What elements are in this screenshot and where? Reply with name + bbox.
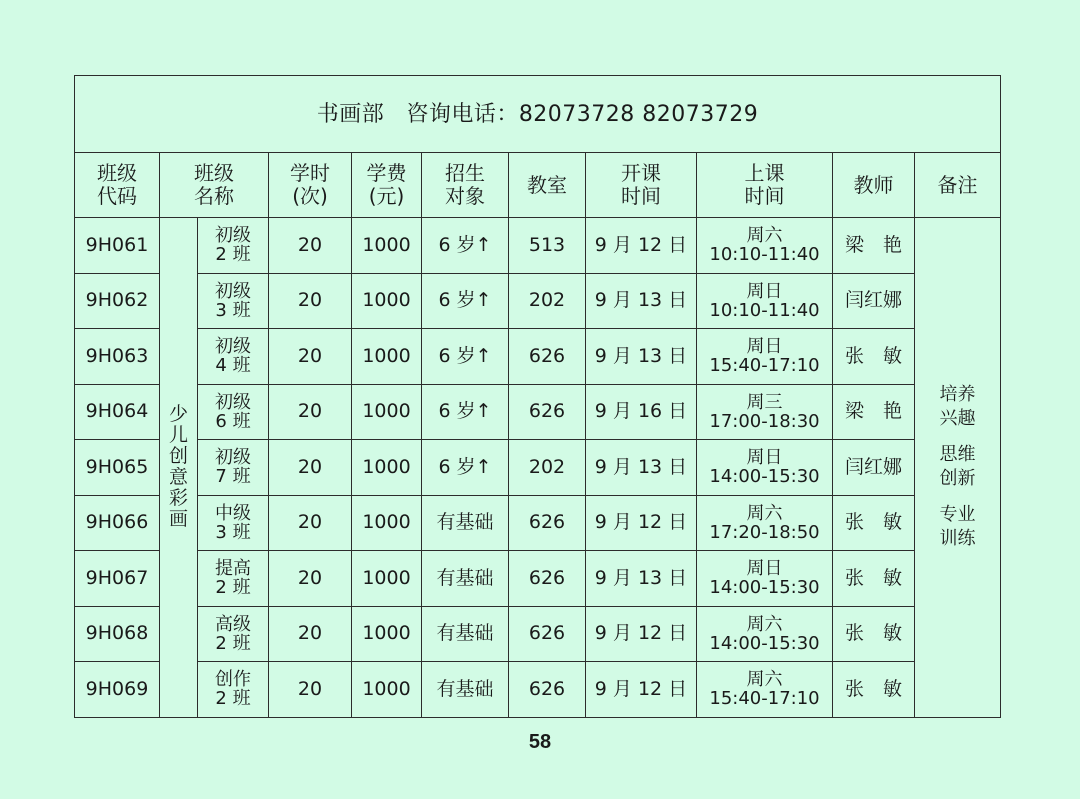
category-cell bbox=[160, 218, 198, 718]
class-fee: 1000 bbox=[352, 662, 422, 718]
classroom: 626 bbox=[509, 329, 586, 385]
start-date: 9 月 16 日 bbox=[586, 384, 697, 440]
class-time: 周六 17:20-18:50 bbox=[697, 495, 833, 551]
class-fee: 1000 bbox=[352, 273, 422, 329]
class-fee: 1000 bbox=[352, 606, 422, 662]
header-teacher: 教师 bbox=[833, 153, 915, 218]
class-name: 初级 6 班 bbox=[198, 384, 269, 440]
department-name: 书画部 bbox=[316, 101, 385, 127]
table-row bbox=[75, 606, 1001, 662]
classroom: 626 bbox=[509, 662, 586, 718]
start-date: 9 月 13 日 bbox=[586, 329, 697, 385]
classroom: 626 bbox=[509, 551, 586, 607]
classroom: 626 bbox=[509, 606, 586, 662]
header-start-date: 开课 时间 bbox=[586, 153, 697, 218]
class-hours: 20 bbox=[269, 440, 352, 496]
table-title bbox=[75, 76, 1001, 153]
class-name: 初级 4 班 bbox=[198, 329, 269, 385]
class-name: 中级 3 班 bbox=[198, 495, 269, 551]
class-code: 9H062 bbox=[75, 273, 160, 329]
start-date: 9 月 12 日 bbox=[586, 606, 697, 662]
title-row bbox=[75, 76, 1001, 153]
start-date: 9 月 13 日 bbox=[586, 273, 697, 329]
enrollment-target: 有基础 bbox=[422, 662, 509, 718]
class-fee: 1000 bbox=[352, 495, 422, 551]
header-notes: 备注 bbox=[915, 153, 1001, 218]
teacher: 张 敏 bbox=[833, 606, 915, 662]
classroom: 202 bbox=[509, 273, 586, 329]
class-time: 周日 15:40-17:10 bbox=[697, 329, 833, 385]
enrollment-target: 6 岁↑ bbox=[422, 273, 509, 329]
contact-phone: 咨询电话：82073728 82073729 bbox=[406, 101, 759, 127]
start-date: 9 月 13 日 bbox=[586, 440, 697, 496]
teacher: 梁 艳 bbox=[833, 384, 915, 440]
class-name: 初级 3 班 bbox=[198, 273, 269, 329]
enrollment-target: 有基础 bbox=[422, 551, 509, 607]
header-class-name: 班级 名称 bbox=[160, 153, 269, 218]
class-code: 9H068 bbox=[75, 606, 160, 662]
class-name: 创作 2 班 bbox=[198, 662, 269, 718]
header-hours: 学时 (次) bbox=[269, 153, 352, 218]
table-row bbox=[75, 329, 1001, 385]
table-row bbox=[75, 440, 1001, 496]
class-name: 初级 7 班 bbox=[198, 440, 269, 496]
start-date: 9 月 13 日 bbox=[586, 551, 697, 607]
table-row bbox=[75, 273, 1001, 329]
enrollment-target: 6 岁↑ bbox=[422, 440, 509, 496]
header-classroom: 教室 bbox=[509, 153, 586, 218]
teacher: 张 敏 bbox=[833, 551, 915, 607]
enrollment-target: 6 岁↑ bbox=[422, 218, 509, 274]
note-text: 思维创新 bbox=[939, 444, 976, 490]
class-fee: 1000 bbox=[352, 329, 422, 385]
note-text: 培养兴趣 bbox=[939, 384, 976, 430]
class-name: 高级 2 班 bbox=[198, 606, 269, 662]
teacher: 梁 艳 bbox=[833, 218, 915, 274]
notes-cell bbox=[915, 218, 1001, 718]
class-hours: 20 bbox=[269, 218, 352, 274]
classroom: 626 bbox=[509, 384, 586, 440]
class-fee: 1000 bbox=[352, 384, 422, 440]
class-time: 周六 10:10-11:40 bbox=[697, 218, 833, 274]
class-fee: 1000 bbox=[352, 218, 422, 274]
class-code: 9H063 bbox=[75, 329, 160, 385]
teacher: 闫红娜 bbox=[833, 273, 915, 329]
classroom: 513 bbox=[509, 218, 586, 274]
start-date: 9 月 12 日 bbox=[586, 218, 697, 274]
teacher: 张 敏 bbox=[833, 662, 915, 718]
class-code: 9H067 bbox=[75, 551, 160, 607]
enrollment-target: 6 岁↑ bbox=[422, 384, 509, 440]
schedule-sheet bbox=[74, 75, 1000, 718]
class-time: 周日 10:10-11:40 bbox=[697, 273, 833, 329]
class-hours: 20 bbox=[269, 495, 352, 551]
class-hours: 20 bbox=[269, 606, 352, 662]
table-row bbox=[75, 384, 1001, 440]
class-time: 周六 14:00-15:30 bbox=[697, 606, 833, 662]
header-class-code: 班级 代码 bbox=[75, 153, 160, 218]
start-date: 9 月 12 日 bbox=[586, 495, 697, 551]
course-table bbox=[74, 75, 1001, 718]
classroom: 626 bbox=[509, 495, 586, 551]
classroom: 202 bbox=[509, 440, 586, 496]
header-fee: 学费 (元) bbox=[352, 153, 422, 218]
start-date: 9 月 12 日 bbox=[586, 662, 697, 718]
teacher: 闫红娜 bbox=[833, 440, 915, 496]
header-row bbox=[75, 153, 1001, 218]
class-time: 周三 17:00-18:30 bbox=[697, 384, 833, 440]
table-row bbox=[75, 551, 1001, 607]
enrollment-target: 有基础 bbox=[422, 495, 509, 551]
table-row bbox=[75, 495, 1001, 551]
class-hours: 20 bbox=[269, 384, 352, 440]
class-code: 9H061 bbox=[75, 218, 160, 274]
class-hours: 20 bbox=[269, 329, 352, 385]
class-time: 周六 15:40-17:10 bbox=[697, 662, 833, 718]
enrollment-target: 6 岁↑ bbox=[422, 329, 509, 385]
table-row bbox=[75, 218, 1001, 274]
class-code: 9H065 bbox=[75, 440, 160, 496]
class-hours: 20 bbox=[269, 662, 352, 718]
note-text: 专业训练 bbox=[939, 504, 976, 550]
teacher: 张 敏 bbox=[833, 329, 915, 385]
class-time: 周日 14:00-15:30 bbox=[697, 551, 833, 607]
enrollment-target: 有基础 bbox=[422, 606, 509, 662]
class-hours: 20 bbox=[269, 273, 352, 329]
header-target: 招生 对象 bbox=[422, 153, 509, 218]
class-fee: 1000 bbox=[352, 440, 422, 496]
class-fee: 1000 bbox=[352, 551, 422, 607]
class-code: 9H064 bbox=[75, 384, 160, 440]
page-number: 58 bbox=[528, 731, 552, 753]
class-name: 初级 2 班 bbox=[198, 218, 269, 274]
class-time: 周日 14:00-15:30 bbox=[697, 440, 833, 496]
class-name: 提高 2 班 bbox=[198, 551, 269, 607]
teacher: 张 敏 bbox=[833, 495, 915, 551]
table-row bbox=[75, 662, 1001, 718]
category-label: 少儿创意彩画 bbox=[168, 403, 188, 531]
class-hours: 20 bbox=[269, 551, 352, 607]
class-code: 9H069 bbox=[75, 662, 160, 718]
class-code: 9H066 bbox=[75, 495, 160, 551]
header-class-time: 上课 时间 bbox=[697, 153, 833, 218]
